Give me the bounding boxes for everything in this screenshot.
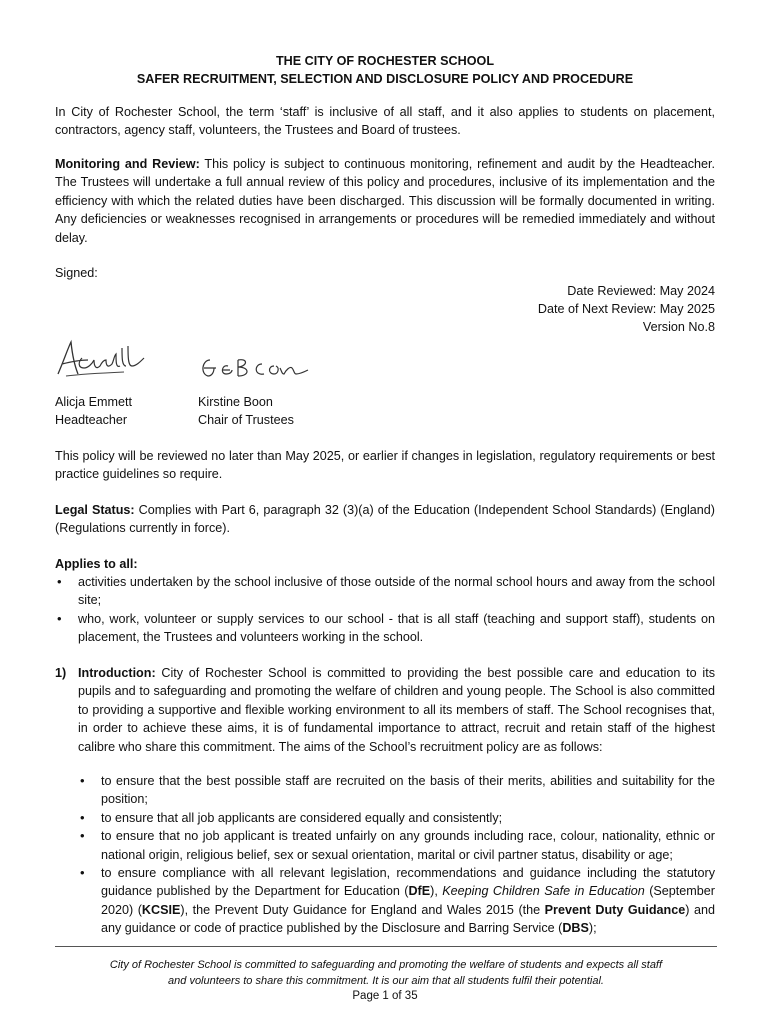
monitoring-label: Monitoring and Review: <box>55 157 200 171</box>
introduction-label: Introduction: <box>78 666 156 680</box>
applies-list <box>55 573 715 647</box>
signatory-1-role: Headteacher <box>55 413 128 427</box>
section-number: 1) <box>55 666 67 680</box>
footer-divider <box>55 946 717 947</box>
list-item: • to ensure compliance with all relevant legislation, recommendations and guidance including the statutory guidance published by the Department for Education (DfE), Keeping Children Safe in Education (September 2020) (KCSIE), the Prevent Duty Guidance for England and Wales 2015 (the Prevent Duty Guidance) and any guidance or code of practice published by the Disclosure and Barring Service (DBS); <box>78 864 715 938</box>
list-item: • activities undertaken by the school inclusive of those outside of the normal school hours and away from the school site; <box>55 573 715 610</box>
introduction-paragraph <box>78 664 715 756</box>
version-number: Version No.8 <box>642 320 715 334</box>
list-item: • to ensure that the best possible staff are recruited on the basis of their merits, abilities and suitability for the position; <box>78 772 715 809</box>
monitoring-text: This policy is subject to continuous monitoring, refinement and audit by the Headteacher. The Trustees will undertake a full annual review of this policy and procedures, inclusive of its implementation and the efficiency with which the related duties have been discharged. This discussion will be formally documented in writing. Any deficiencies or weaknesses recognised in arrangements or procedures will be remedied immediately and without delay. <box>55 157 715 245</box>
legal-status-label: Legal Status: <box>55 503 135 517</box>
date-reviewed: Date Reviewed: May 2024 <box>567 284 715 298</box>
list-item: • who, work, volunteer or supply services to our school - that is all staff (teaching and support staff), students on placement, the Trustees and volunteers working in the school. <box>55 610 715 647</box>
monitoring-paragraph <box>55 155 715 247</box>
signatory-1-name: Alicja Emmett <box>55 395 132 409</box>
footer-line-2: and volunteers to share this commitment. It is our aim that all students fulfil their potential. <box>168 975 604 987</box>
signatory-2-name: Kirstine Boon <box>198 395 273 409</box>
footer-line-1: City of Rochester School is committed to safeguarding and promoting the welfare of students and expects all staff <box>109 959 663 971</box>
signed-label: Signed: <box>55 266 98 280</box>
review-statement: This policy will be reviewed no later than May 2025, or earlier if changes in legislation, regulatory requirements or best practice guidelines so require. <box>55 449 715 482</box>
headteacher-signature <box>52 338 147 384</box>
page-number: Page 1 of 35 <box>352 990 418 1002</box>
aims-list <box>78 772 715 938</box>
applies-label: Applies to all: <box>55 557 138 571</box>
list-item: • to ensure that no job applicant is treated unfairly on any grounds including race, colour, nationality, ethnic or national origin, religious belief, sex or sexual orientation, marital or civil partner status, disability or age; <box>78 827 715 864</box>
introduction-text: City of Rochester School is committed to providing the best possible care and education to its pupils and to safeguarding and promoting the welfare of children and young people. The School is also committed to providing a supportive and flexible working environment to all its members of staff. The School recognises that, in order to achieve these aims, it is of fundamental importance to attract, recruit and retain staff of the highest calibre who share this commitment. The aims of the School’s recruitment policy are as follows: <box>78 666 715 754</box>
signatory-2-role: Chair of Trustees <box>198 413 294 427</box>
legal-status-paragraph <box>55 501 715 538</box>
legal-status-text: Complies with Part 6, paragraph 32 (3)(a) of the Education (Independent School Standards) (England) (Regulations currently in force). <box>55 503 715 536</box>
next-review-date: Date of Next Review: May 2025 <box>537 302 715 316</box>
document-subtitle: SAFER RECRUITMENT, SELECTION AND DISCLOSURE POLICY AND PROCEDURE <box>136 72 634 86</box>
footer-text <box>55 957 717 989</box>
chair-signature <box>196 352 312 384</box>
document-title: THE CITY OF ROCHESTER SCHOOL <box>275 54 495 68</box>
intro-paragraph: In City of Rochester School, the term ‘staff’ is inclusive of all staff, and it also applies to students on placement, contractors, agency staff, volunteers, the Trustees and Board of trustees. <box>55 105 715 138</box>
list-item: • to ensure that all job applicants are considered equally and consistently; <box>78 809 715 827</box>
